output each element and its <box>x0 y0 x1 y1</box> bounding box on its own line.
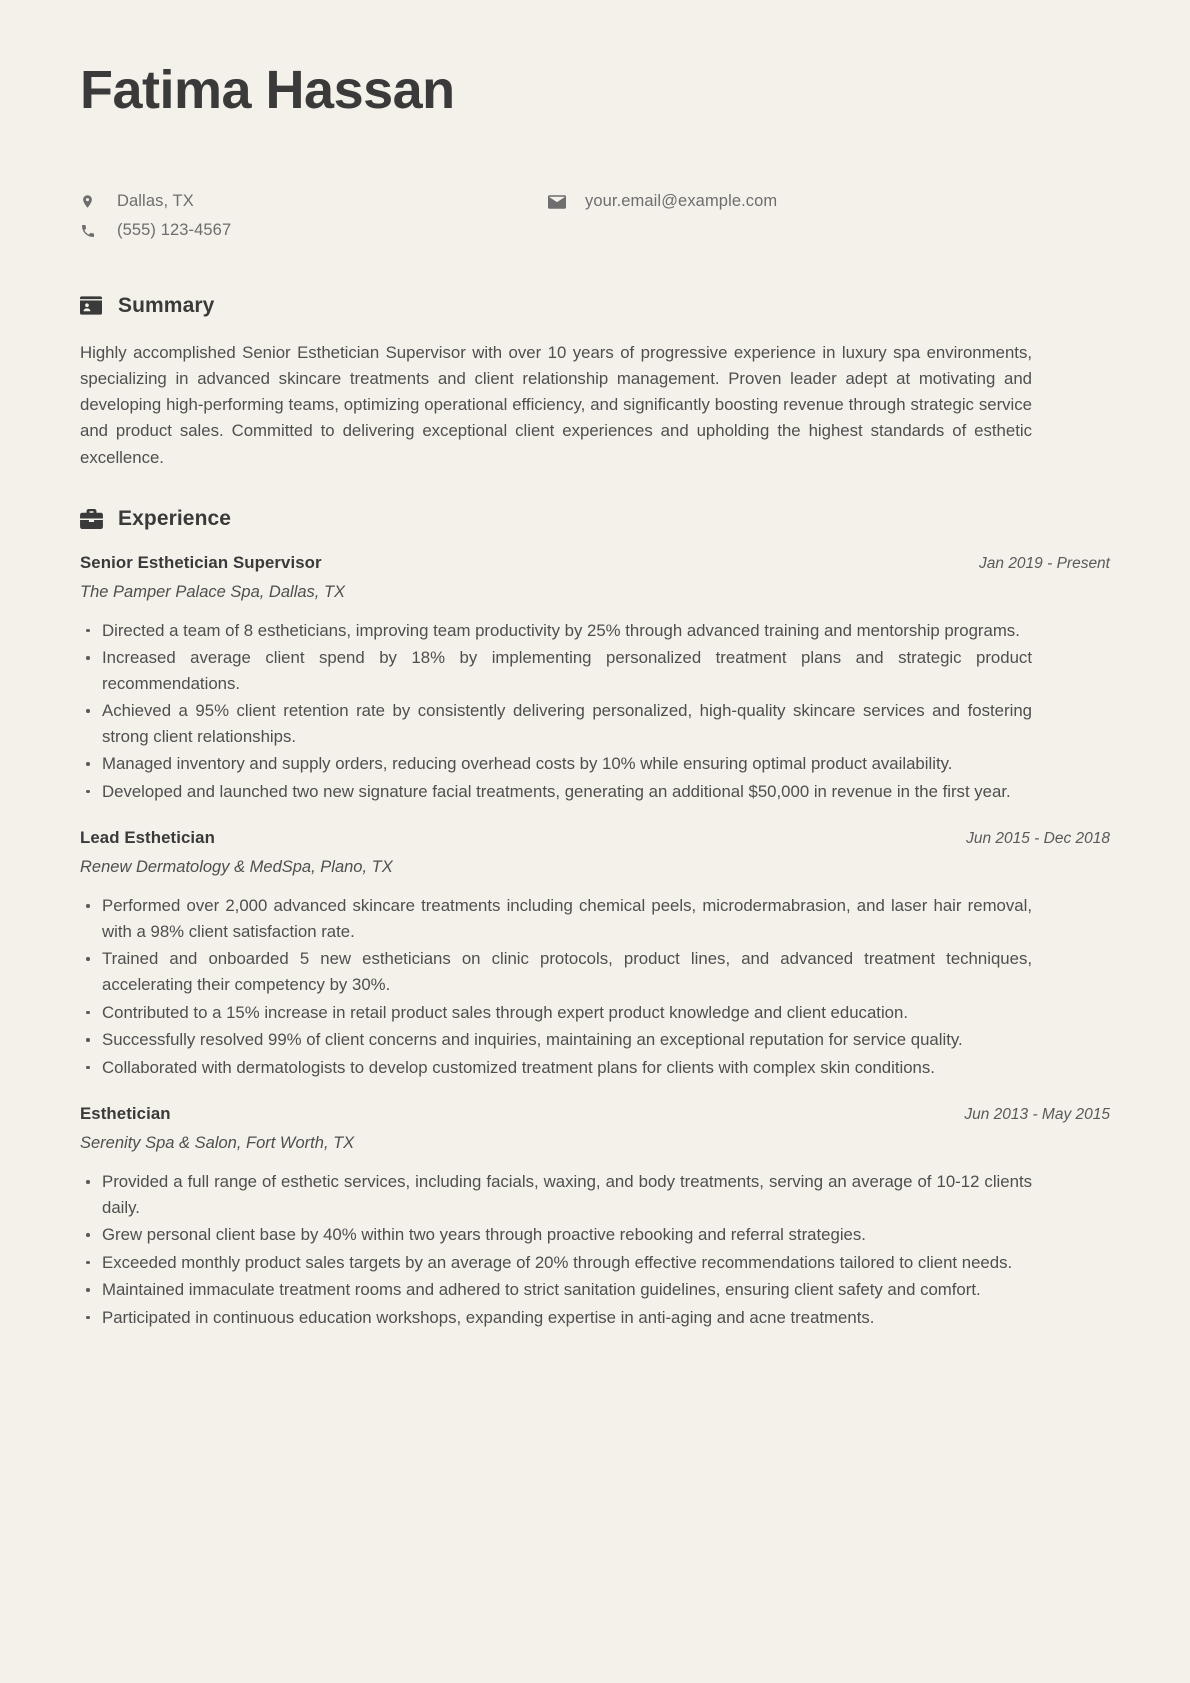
job-bullet: Developed and launched two new signature facial treatments, generating an additional $50,000 in revenue in the first year. <box>80 779 1032 805</box>
summary-body: Highly accomplished Senior Esthetician Supervisor with over 10 years of progressive experience in luxury spa environments, specializing in advanced skincare treatments and client relationship management. Proven leader adept at motivating and developing high-performing teams, optimizing operational efficiency, and significantly boosting revenue through strategic service and product sales. Committed to delivering exceptional client experiences and upholding the highest standards of esthetic excellence. <box>80 342 1032 467</box>
job-bullet-list <box>80 618 1110 805</box>
job-bullet: Provided a full range of esthetic services, including facials, waxing, and body treatments, serving an average of 10-12 clients daily. <box>80 1169 1032 1220</box>
job-dates: Jun 2015 - Dec 2018 <box>966 830 1110 848</box>
job-dates: Jun 2013 - May 2015 <box>964 1106 1110 1124</box>
id-card-icon <box>80 296 106 315</box>
phone-icon <box>80 223 104 239</box>
contact-item-phone <box>80 220 548 242</box>
contact-info <box>80 191 1110 242</box>
job-bullet: Increased average client spend by 18% by implementing personalized treatment plans and strategic product recommendations. <box>80 645 1032 696</box>
job-bullet: Participated in continuous education workshops, expanding expertise in anti-aging and acne treatments. <box>80 1305 1032 1331</box>
contact-phone-text: (555) 123-4567 <box>117 221 232 240</box>
job-title: Esthetician <box>80 1104 171 1124</box>
job-dates: Jan 2019 - Present <box>979 554 1110 572</box>
job-bullet: Directed a team of 8 estheticians, improving team productivity by 25% through advanced training and mentorship programs. <box>80 618 1032 644</box>
experience-item-header <box>80 828 1110 848</box>
job-company: Serenity Spa & Salon, Fort Worth, TX <box>80 1134 355 1153</box>
job-bullet: Contributed to a 15% increase in retail product sales through expert product knowledge and client education. <box>80 1000 1032 1026</box>
job-bullet: Maintained immaculate treatment rooms and adhered to strict sanitation guidelines, ensuring client safety and comfort. <box>80 1277 1032 1303</box>
page-title: Fatima Hassan <box>80 60 455 120</box>
job-company: The Pamper Palace Spa, Dallas, TX <box>80 582 346 601</box>
experience-item <box>80 1104 1110 1330</box>
contact-location-text: Dallas, TX <box>117 192 194 211</box>
location-pin-icon <box>80 192 104 211</box>
section-experience-title: Experience <box>118 506 232 530</box>
briefcase-icon <box>80 509 106 529</box>
job-title: Senior Esthetician Supervisor <box>80 552 322 572</box>
job-bullet: Exceeded monthly product sales targets by an average of 20% through effective recommendations tailored to client needs. <box>80 1250 1032 1276</box>
job-bullet: Collaborated with dermatologists to develop customized treatment plans for clients with complex skin conditions. <box>80 1055 1032 1081</box>
section-experience <box>80 507 1110 1331</box>
contact-email-text: your.email@example.com <box>585 192 778 211</box>
job-bullet: Performed over 2,000 advanced skincare treatments including chemical peels, microdermabrasion, and laser hair removal, with a 98% client satisfaction rate. <box>80 893 1032 944</box>
contact-column-right <box>548 191 777 213</box>
envelope-icon <box>548 195 572 209</box>
experience-item-header <box>80 553 1110 573</box>
section-summary-title: Summary <box>118 293 215 317</box>
job-bullet: Grew personal client base by 40% within two years through proactive rebooking and referral strategies. <box>80 1222 1032 1248</box>
experience-item <box>80 553 1110 805</box>
job-bullet-list <box>80 1169 1110 1330</box>
job-company: Renew Dermatology & MedSpa, Plano, TX <box>80 858 393 877</box>
contact-item-email <box>548 191 777 213</box>
job-bullet: Trained and onboarded 5 new estheticians on clinic protocols, product lines, and advanced treatment techniques, accelerating their competency by 30%. <box>80 946 1032 997</box>
experience-item-header <box>80 1104 1110 1124</box>
contact-column-left <box>80 191 548 242</box>
section-experience-header <box>80 507 1110 531</box>
job-bullet: Successfully resolved 99% of client concerns and inquiries, maintaining an exceptional reputation for service quality. <box>80 1027 1032 1053</box>
job-bullet-list <box>80 893 1110 1080</box>
section-summary <box>80 294 1110 471</box>
experience-item <box>80 828 1110 1080</box>
job-bullet: Achieved a 95% client retention rate by consistently delivering personalized, high-quality skincare services and fostering strong client relationships. <box>80 698 1032 749</box>
section-summary-header <box>80 294 1110 318</box>
contact-item-location <box>80 191 548 213</box>
job-title: Lead Esthetician <box>80 828 215 848</box>
job-bullet: Managed inventory and supply orders, reducing overhead costs by 10% while ensuring optimal product availability. <box>80 751 1032 777</box>
